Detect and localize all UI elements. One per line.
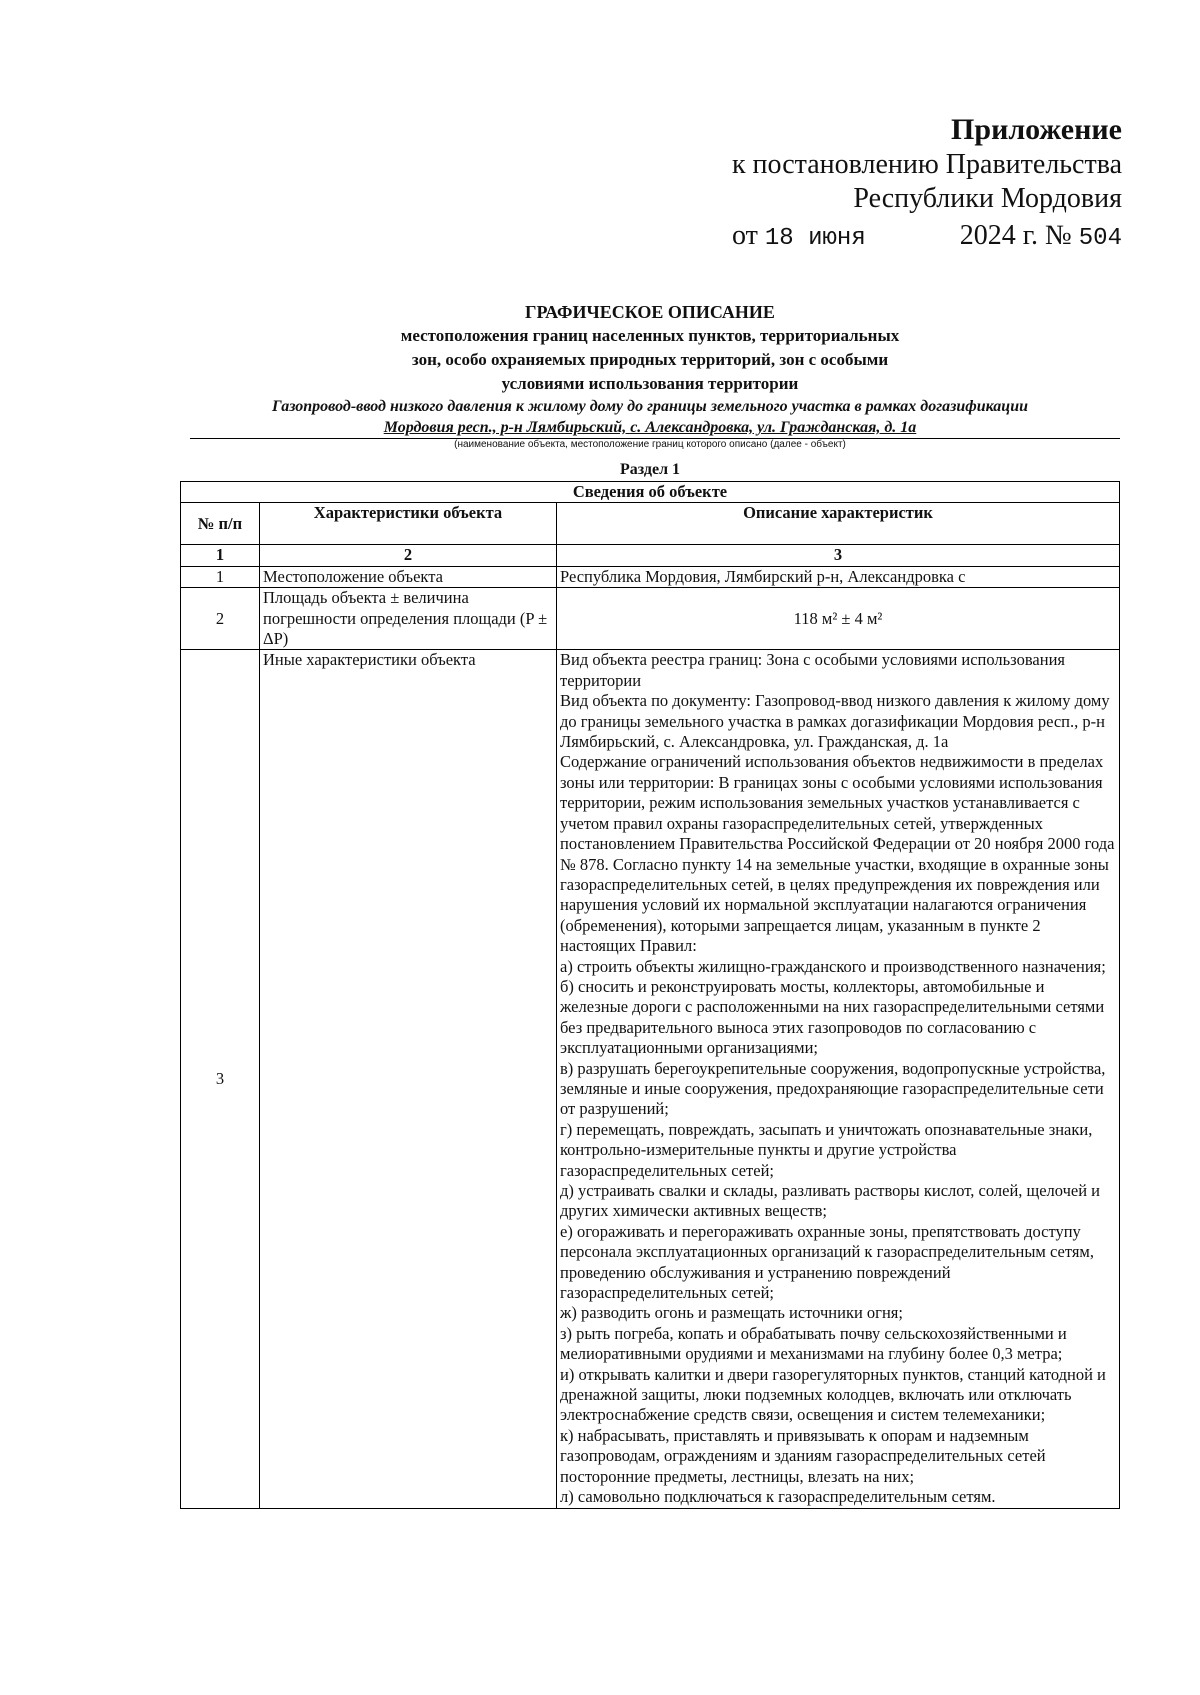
appendix-block [732, 112, 1122, 257]
row-characteristic: Площадь объекта ± величина погрешности определения площади (P ± ΔP) [260, 588, 557, 650]
table-row [181, 566, 1120, 587]
row-number: 1 [181, 566, 260, 587]
col-header-characteristic: Характеристики объекта [260, 503, 557, 545]
desc-paragraph: г) перемещать, повреждать, засыпать и уничтожать опознавательные знаки, контрольно-измерительные пункты и другие устройства газораспределительных сетей; [560, 1119, 1093, 1180]
desc-paragraph: з) рыть погреба, копать и обрабатывать почву сельскохозяйственными и мелиоративными орудиями и механизмами на глубину более 0,3 метра; [560, 1323, 1067, 1364]
desc-paragraph: в) разрушать берегоукрепительные сооружения, водопропускные устройства, земляные и иные сооружения, предохраняющие газораспределительные сети от разрушений; [560, 1058, 1106, 1119]
desc-paragraph: е) огораживать и перегораживать охранные зоны, препятствовать доступу персонала эксплуатационных организаций к газораспределительным сетям, проведению обслуживания и устранению повреждений газораспределительных сетей; [560, 1221, 1094, 1303]
col-number-2: 2 [260, 545, 557, 566]
desc-paragraph: а) строить объекты жилищно-гражданского и производственного назначения; [560, 956, 1106, 976]
desc-paragraph: ж) разводить огонь и размещать источники огня; [560, 1303, 903, 1323]
row-characteristic: Иные характеристики объекта [260, 650, 557, 1508]
table-title: Сведения об объекте [181, 482, 1120, 503]
row-description [557, 650, 1120, 1508]
subtitle-line-2: зон, особо охраняемых природных территорий, зон с особыми [411, 350, 889, 369]
col-number-3: 3 [557, 545, 1120, 566]
table-title-row [181, 482, 1120, 503]
table-row [181, 650, 1120, 1508]
row-number: 3 [181, 650, 260, 1508]
document-header [180, 300, 1120, 451]
appendix-line-1: к постановлению Правительства [731, 149, 1122, 180]
subtitle-line-1: местоположения границ населенных пунктов, территориальных [400, 326, 900, 345]
row-number: 2 [181, 588, 260, 650]
date-value: 18 июня [764, 225, 866, 252]
appendix-date-line [732, 218, 1122, 257]
year-label: 2024 г. № [959, 220, 1072, 251]
column-number-row [181, 545, 1120, 566]
row-description: 118 м² ± 4 м² [557, 588, 1120, 650]
date-prefix: от [732, 220, 758, 251]
desc-paragraph: к) набрасывать, приставлять и привязывать к опорам и надземным газопроводам, ограждениям и зданиям газораспределительных сетей посторонние предметы, лестницы, влезать на них; [560, 1425, 1046, 1486]
desc-paragraph: Вид объекта реестра границ: Зона с особыми условиями использования территории [560, 650, 1065, 690]
desc-paragraph: Содержание ограничений использования объектов недвижимости в пределах зоны или территории: В границах зоны с особыми условиями использования территории, режим использования земельных участков устанавливается с учетом правил охраны газораспределительных сетей, утвержденных постановлением Правительства Российской Федерации от 20 ноября 2000 года № 878. Согласно пункту 14 на земельные участки, входящие в охранные зоны газораспределительных сетей, в целях предупреждения их повреждения или нарушения условий их нормальной эксплуатации налагаются ограничения (обременения), которыми запрещается лицам, указанным в пункте 2 настоящих Правил: [560, 752, 1115, 956]
appendix-line-2: Республики Мордовия [853, 183, 1122, 214]
section-title: Раздел 1 [619, 461, 681, 478]
appendix-title: Приложение [951, 113, 1122, 146]
object-info-table [180, 481, 1120, 1509]
document-title: ГРАФИЧЕСКОЕ ОПИСАНИЕ [525, 302, 775, 322]
decree-number: 504 [1078, 225, 1122, 252]
row-description: Республика Мордовия, Лямбирский р-н, Александровка с [557, 566, 1120, 587]
desc-paragraph: и) открывать калитки и двери газорегуляторных пунктов, станций катодной и дренажной защиты, люки подземных колодцев, включать или отключать электроснабжение средств связи, освещения и систем телемеханики; [560, 1364, 1106, 1425]
object-name-line-2: Мордовия респ., р-н Лямбирьский, с. Александровка, ул. Гражданская, д. 1а [383, 419, 917, 436]
object-name-line-1: Газопровод-ввод низкого давления к жилому дому до границы земельного участка в рамках догазификации [271, 398, 1028, 415]
object-caption: (наименование объекта, местоположение границ которого описано (далее - объект) [454, 439, 846, 450]
col-number-1: 1 [181, 545, 260, 566]
row-characteristic: Местоположение объекта [260, 566, 557, 587]
col-header-num: № п/п [181, 503, 260, 545]
desc-paragraph: б) сносить и реконструировать мосты, коллекторы, автомобильные и железные дороги с расположенными на них газораспределительными сетями без предварительного выноса этих газопроводов по согласованию с эксплуатационными организациями; [560, 976, 1105, 1058]
desc-paragraph: Вид объекта по документу: Газопровод-ввод низкого давления к жилому дому до границы земельного участка в рамках догазификации Мордовия респ., р-н Лямбирьский, с. Александровка, ул. Гражданская, д. 1а [560, 691, 1110, 752]
table-header-row [181, 503, 1120, 545]
desc-paragraph: д) устраивать свалки и склады, разливать растворы кислот, солей, щелочей и других химически активных веществ; [560, 1181, 1101, 1221]
table-row [181, 588, 1120, 650]
subtitle-line-3: условиями использования территории [501, 374, 799, 393]
desc-paragraph: л) самовольно подключаться к газораспределительным сетям. [560, 1487, 996, 1507]
col-header-description: Описание характеристик [557, 503, 1120, 545]
